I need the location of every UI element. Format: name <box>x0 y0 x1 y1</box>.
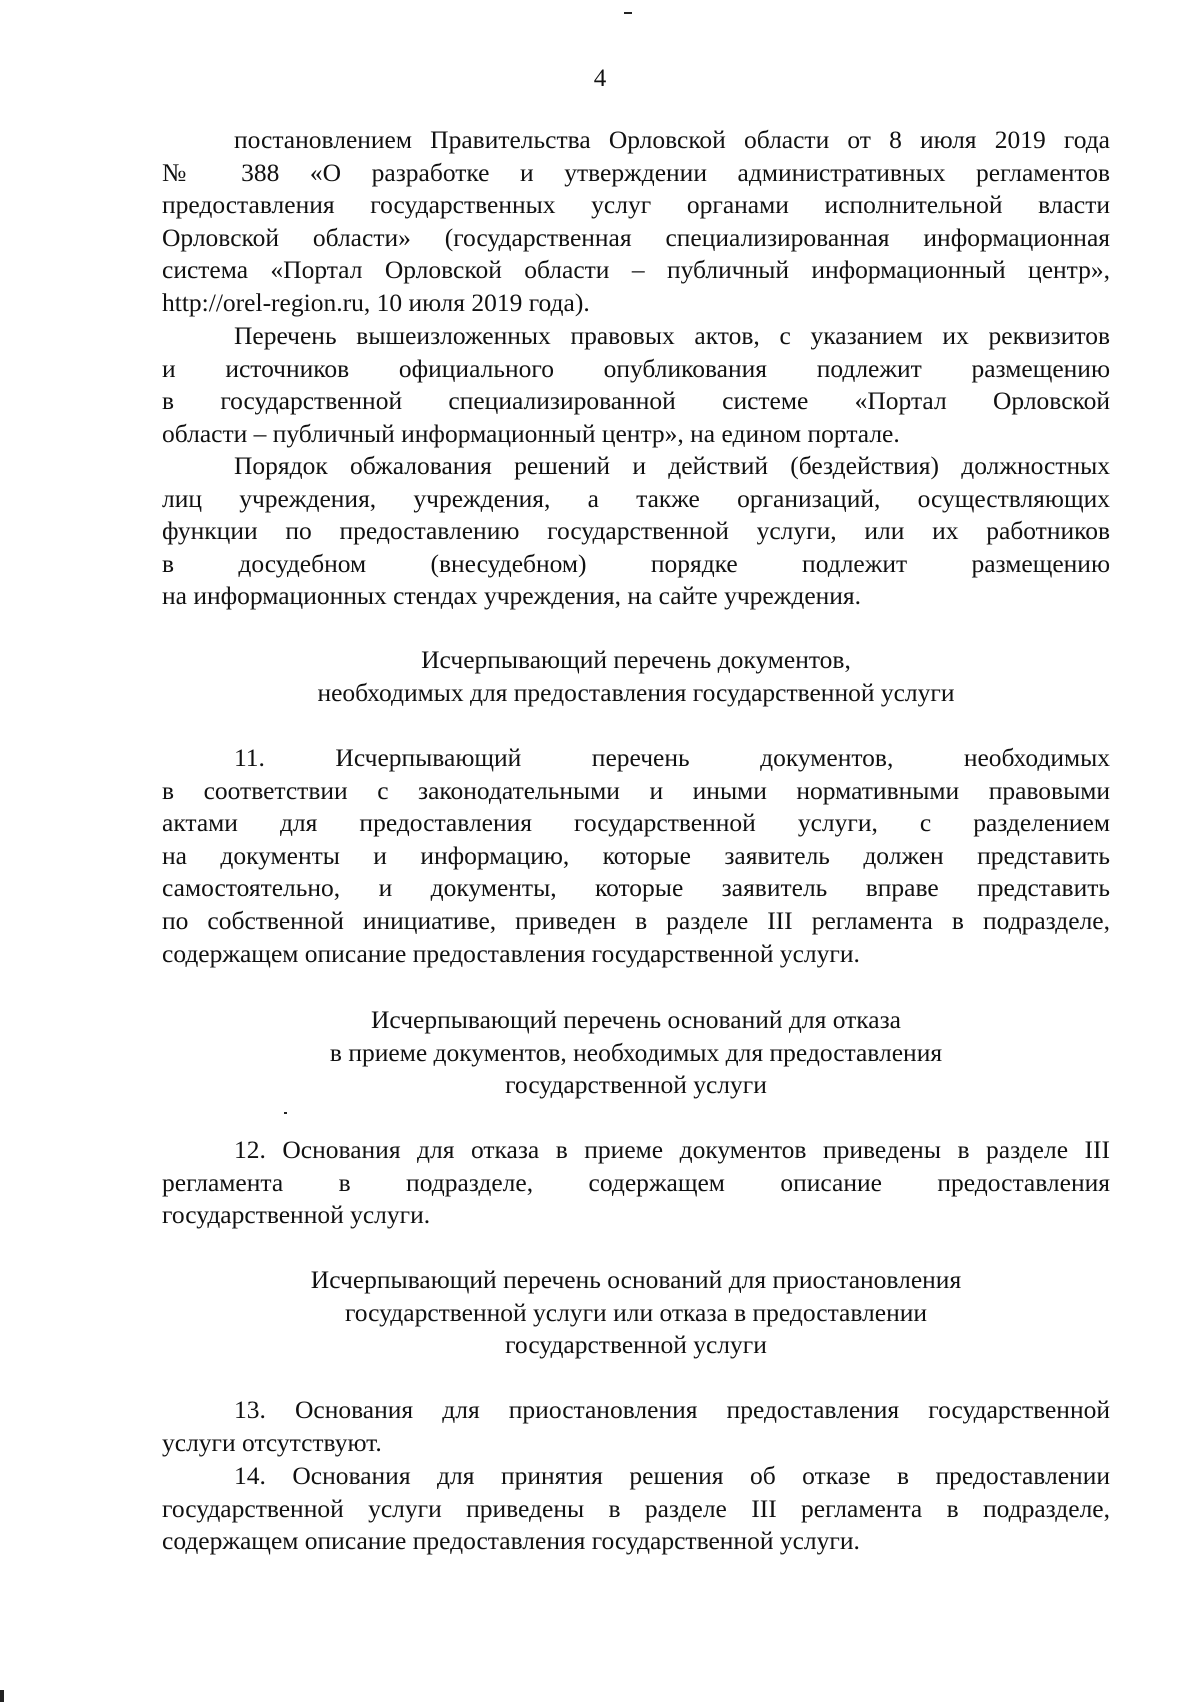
paragraph-decree-reference <box>162 124 1110 320</box>
scan-artifact-dot <box>284 1112 287 1114</box>
text-line: в соответствии с законодательными и иными нормативными правовыми <box>162 775 1110 805</box>
text-line: по собственной инициативе, приведен в разделе III регламента в подразделе, <box>162 905 1110 935</box>
paragraph-item-11 <box>162 742 1110 970</box>
text-line: в досудебном (внесудебном) порядке подлежит размещению <box>162 548 1110 578</box>
text-line: функции по предоставлению государственной услуги, или их работников <box>162 516 1110 546</box>
heading-line: государственной услуги или отказа в предоставлении <box>344 1297 928 1327</box>
text-line: содержащем описание предоставления государственной услуги. <box>162 938 860 968</box>
text-line: на информационных стендах учреждения, на сайте учреждения. <box>162 581 862 611</box>
text-line: на документы и информацию, которые заявитель должен представить <box>162 840 1110 870</box>
paragraph-appeal-procedure <box>162 450 1110 613</box>
text-line: Перечень вышеизложенных правовых актов, с указанием их реквизитов <box>234 321 1110 350</box>
page-number: 4 <box>593 65 607 92</box>
heading-line: необходимых для предоставления государственной услуги <box>317 677 955 707</box>
section-heading-refusal-acceptance <box>162 1004 1110 1102</box>
heading-line: государственной услуги <box>505 1330 767 1360</box>
scan-artifact-top <box>624 12 632 14</box>
paragraph-item-14 <box>162 1460 1110 1558</box>
text-line: Порядок обжалования решений и действий (бездействия) должностных <box>234 451 1110 480</box>
text-line: 14. Основания для принятия решения об отказе в предоставлении <box>234 1461 1110 1490</box>
text-line: предоставления государственных услуг органами исполнительной власти <box>162 190 1110 220</box>
paragraph-item-12 <box>162 1134 1110 1232</box>
text-line: № 388 «О разработке и утверждении административных регламентов <box>162 157 1110 187</box>
text-line: 12. Основания для отказа в приеме документов приведены в разделе III <box>234 1135 1110 1164</box>
heading-line: Исчерпывающий перечень оснований для приостановления <box>310 1265 962 1294</box>
text-line: государственной услуги приведены в разделе III регламента в подразделе, <box>162 1493 1110 1523</box>
text-line: в государственной специализированной системе «Портал Орловской <box>162 386 1110 416</box>
text-line: система «Портал Орловской области – публичный информационный центр», <box>162 255 1110 285</box>
text-line: 13. Основания для приостановления предоставления государственной <box>234 1395 1110 1424</box>
paragraph-legal-acts-list <box>162 320 1110 450</box>
text-line: самостоятельно, и документы, которые заявитель вправе представить <box>162 873 1110 903</box>
text-line: содержащем описание предоставления государственной услуги. <box>162 1526 860 1556</box>
heading-line: Исчерпывающий перечень документов, <box>421 645 851 674</box>
section-heading-suspension <box>162 1264 1110 1362</box>
text-line: http://orel-region.ru, 10 июля 2019 года). <box>162 287 590 317</box>
heading-line: Исчерпывающий перечень оснований для отказа <box>371 1005 901 1034</box>
scan-artifact-bottom-left <box>0 1690 4 1702</box>
text-line: государственной услуги. <box>162 1200 431 1230</box>
heading-line: в приеме документов, необходимых для предоставления <box>329 1037 943 1067</box>
text-line: лиц учреждения, учреждения, а также организаций, осуществляющих <box>162 483 1110 513</box>
section-heading-documents <box>162 644 1110 709</box>
text-line: услуги отсутствуют. <box>162 1427 382 1457</box>
text-line: регламента в подразделе, содержащем описание предоставления <box>162 1167 1110 1197</box>
text-line: постановлением Правительства Орловской области от 8 июля 2019 года <box>234 125 1110 154</box>
text-line: 11. Исчерпывающий перечень документов, необходимых <box>234 743 1110 772</box>
heading-line: государственной услуги <box>505 1070 767 1100</box>
text-line: и источников официального опубликования подлежит размещению <box>162 353 1110 383</box>
text-line: актами для предоставления государственной услуги, с разделением <box>162 808 1110 838</box>
text-line: области – публичный информационный центр», на едином портале. <box>162 418 900 448</box>
text-line: Орловской области» (государственная специализированная информационная <box>162 222 1110 252</box>
paragraph-item-13 <box>162 1394 1110 1459</box>
